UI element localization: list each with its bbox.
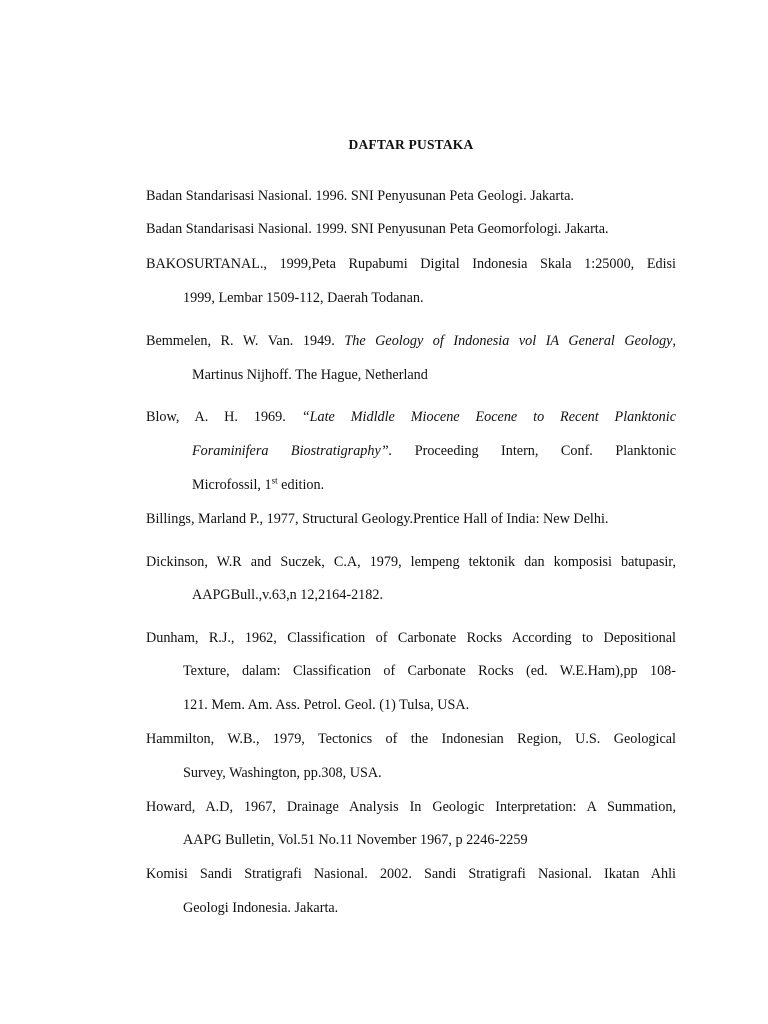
reference-source: Microfossil, 1: [192, 477, 272, 493]
reference-entry-line: Martinus Nijhoff. The Hague, Netherland: [192, 367, 428, 383]
reference-entry-line: [146, 407, 676, 427]
reference-title: Foraminifera Biostratigraphy”.: [192, 443, 393, 459]
reference-source: Proceeding Intern, Conf. Planktonic: [414, 443, 677, 459]
reference-author: Bemmelen, R. W. Van. 1949.: [146, 333, 335, 349]
reference-entry-line: Dickinson, W.R and Suczek, C.A, 1979, lempeng tektonik dan komposisi batupasir,: [146, 554, 676, 570]
reference-entry: Badan Standarisasi Nasional. 1996. SNI Penyusunan Peta Geologi. Jakarta.: [146, 188, 574, 204]
reference-title: The Geology of Indonesia vol IA General Geology: [344, 333, 673, 349]
reference-author: Blow, A. H. 1969.: [146, 409, 286, 425]
reference-source: edition.: [277, 477, 325, 493]
page-title: DAFTAR PUSTAKA: [348, 137, 474, 152]
reference-entry-line: Komisi Sandi Stratigrafi Nasional. 2002. Sandi Stratigrafi Nasional. Ikatan Ahli: [146, 866, 676, 882]
reference-entry-line: AAPG Bulletin, Vol.51 No.11 November 1967, p 2246-2259: [183, 832, 528, 848]
reference-entry-line: 121. Mem. Am. Ass. Petrol. Geol. (1) Tulsa, USA.: [183, 697, 470, 713]
reference-entry-line: 1999, Lembar 1509-112, Daerah Todanan.: [183, 290, 424, 306]
reference-entry-line: Howard, A.D, 1967, Drainage Analysis In Geologic Interpretation: A Summation,: [146, 799, 676, 815]
reference-entry-line: [192, 441, 676, 461]
reference-entry-line: Texture, dalam: Classification of Carbonate Rocks (ed. W.E.Ham),pp 108-: [183, 663, 676, 679]
reference-entry-line: Hammilton, W.B., 1979, Tectonics of the Indonesian Region, U.S. Geological: [146, 731, 676, 747]
reference-entry-line: [146, 331, 676, 351]
reference-title: “Late Midldle Miocene Eocene to Recent Planktonic: [301, 409, 677, 425]
ordinal-suffix: st: [271, 475, 278, 486]
reference-entry-line: Geologi Indonesia. Jakarta.: [183, 900, 339, 916]
reference-punctuation: ,: [672, 333, 677, 349]
reference-entry-line: AAPGBull.,v.63,n 12,2164-2182.: [192, 587, 384, 603]
reference-entry: Badan Standarisasi Nasional. 1999. SNI Penyusunan Peta Geomorfologi. Jakarta.: [146, 221, 609, 237]
reference-entry-line: Survey, Washington, pp.308, USA.: [183, 765, 382, 781]
reference-entry-line: BAKOSURTANAL., 1999,Peta Rupabumi Digital Indonesia Skala 1:25000, Edisi: [146, 256, 676, 272]
reference-entry-line: Dunham, R.J., 1962, Classification of Carbonate Rocks According to Depositional: [146, 630, 676, 646]
reference-entry: Billings, Marland P., 1977, Structural Geology.Prentice Hall of India: New Delhi.: [146, 511, 609, 527]
reference-entry-line: [192, 475, 324, 495]
